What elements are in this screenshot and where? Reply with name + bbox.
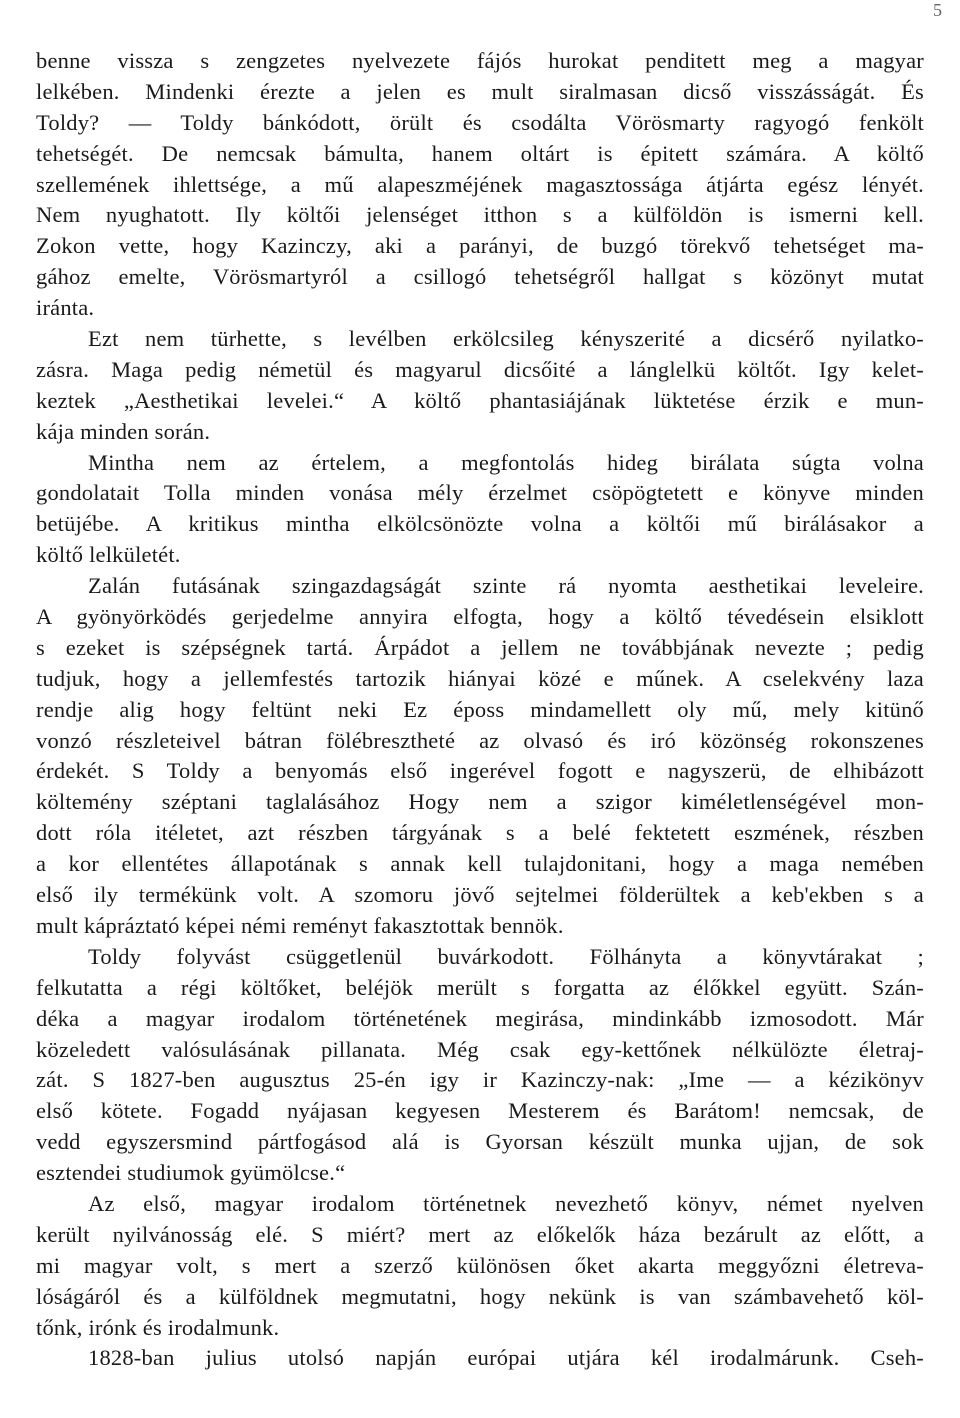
text-line: zát. S 1827-ben augusztus 25-én igy ir Kazinczy-nak: „Ime — a kézikönyv bbox=[36, 1067, 924, 1093]
text-line: mi magyar volt, s mert a szerző különösen őket akarta meggyőzni életreva- bbox=[36, 1252, 924, 1278]
text-line: gondolatait Tolla minden vonása mély érzelmet csöpögtetett e könyve minden bbox=[36, 480, 924, 506]
text-line: közeledett valósulásának pillanata. Még csak egy-kettőnek nélkülözte életraj- bbox=[36, 1036, 924, 1062]
text-line: felkutatta a régi költőket, beléjök merült s forgatta az élőkkel együtt. Szán- bbox=[36, 974, 924, 1000]
text-line: költő lelkületét. bbox=[36, 542, 181, 568]
text-line: déka a magyar irodalom történetének megirása, mindinkább izmosodott. Már bbox=[36, 1005, 924, 1031]
text-line: első kötete. Fogadd nyájasan kegyesen Mesterem és Barátom! nemcsak, de bbox=[36, 1098, 924, 1124]
text-line: dott róla itéletet, azt részben tárgyának s a belé fektetett eszmének, részben bbox=[36, 820, 924, 846]
body-text bbox=[36, 46, 924, 1374]
text-line: vedd egyszersmind pártfogásod alá is Gyorsan készült munka ujjan, de sok bbox=[36, 1129, 924, 1155]
text-line: tőnk, irónk és irodalmunk. bbox=[36, 1314, 280, 1340]
text-line: szellemének ihlettsége, a mű alapeszméjének magasztossága átjárta egész lényét. bbox=[36, 171, 924, 197]
text-line: lóságáról és a külföldnek megmutatni, hogy nekünk is van számbavehető köl- bbox=[36, 1283, 924, 1309]
text-line: lelkében. Mindenki érezte a jelen es mult siralmasan dicső visszásságát. És bbox=[36, 78, 924, 104]
text-line: gához emelte, Vörösmartyról a csillogó tehetségről hallgat s közönyt mutat bbox=[36, 264, 924, 290]
text-line: benne vissza s zengzetes nyelvezete fájós hurokat penditett meg a magyar bbox=[36, 48, 924, 73]
text-line: betüjébe. A kritikus mintha elkölcsönözte volna a költői mű birálásakor a bbox=[36, 511, 924, 537]
text-line: költemény széptani taglalásához Hogy nem a szigor kiméletlenségével mon- bbox=[36, 789, 924, 815]
text-line: tehetségét. De nemcsak bámulta, hanem oltárt is épitett számára. A költő bbox=[36, 140, 924, 166]
text-line: a kor ellentétes állapotának s annak kell tulajdonitani, hogy a maga nemében bbox=[36, 851, 924, 877]
text-line: Toldy? — Toldy bánkódott, örült és csodálta Vörösmarty ragyogó fenkölt bbox=[36, 109, 924, 135]
text-line: s ezeket is szépségnek tartá. Árpádot a jellem ne továbbjának nevezte ; pedig bbox=[36, 634, 924, 660]
text-line: első ily termékünk volt. A szomoru jövő sejtelmei földerültek a keb'ekben s a bbox=[36, 882, 924, 908]
text-line: 1828-ban julius utolsó napján európai utjára kél irodalmárunk. Cseh- bbox=[88, 1345, 924, 1371]
text-line: érdekét. S Toldy a benyomás első ingerével fogott e nagyszerü, de elhibázott bbox=[36, 758, 924, 784]
text-line: került nyilvánosság elé. S miért? mert az előkelők háza bezárult az előtt, a bbox=[36, 1221, 924, 1247]
text-line: Zokon vette, hogy Kazinczy, aki a parányi, de buzgó törekvő tehetséget ma- bbox=[36, 233, 924, 259]
text-line: Mintha nem az értelem, a megfontolás hideg birálata súgta volna bbox=[88, 449, 924, 475]
text-line: A gyönyörködés gerjedelme annyira elfogta, hogy a költő tévedésein elsiklott bbox=[36, 604, 924, 630]
text-line: esztendei studiumok gyümölcse.“ bbox=[36, 1160, 346, 1186]
text-line: kája minden során. bbox=[36, 418, 211, 444]
text-line: Ezt nem türhette, s levélben erkölcsileg kényszerité a dicsérő nyilatko- bbox=[88, 326, 924, 352]
text-line: Nem nyughatott. Ily költői jelenséget itthon s a külföldön is ismerni kell. bbox=[36, 202, 924, 228]
page-number: 5 bbox=[933, 0, 942, 20]
text-line: tudjuk, hogy a jellemfestés tartozik hiányai közé e műnek. A cselekvény laza bbox=[36, 665, 924, 691]
text-line: vonzó részleteivel bátran fölébresztheté az olvasó és iró közönség rokonszenes bbox=[36, 727, 924, 753]
text-line: zásra. Maga pedig németül és magyarul dicsőité a lánglelkü költőt. Igy kelet- bbox=[36, 356, 924, 382]
text-line: rendje alig hogy feltünt neki Ez époss mindamellett oly mű, mely kitünő bbox=[36, 696, 924, 722]
text-line: mult kápráztató képei némi reményt fakasztottak bennök. bbox=[36, 912, 564, 938]
text-line: Az első, magyar irodalom történetnek nevezhető könyv, német nyelven bbox=[88, 1190, 924, 1216]
text-line: iránta. bbox=[36, 295, 95, 321]
text-line: Toldy folyvást csüggetlenül buvárkodott. Fölhányta a könyvtárakat ; bbox=[88, 943, 924, 969]
text-line: Zalán futásának szingazdagságát szinte rá nyomta aesthetikai leveleire. bbox=[88, 573, 924, 599]
text-line: keztek „Aesthetikai levelei.“ A költő phantasiájának lüktetése érzik e mun- bbox=[36, 387, 924, 413]
